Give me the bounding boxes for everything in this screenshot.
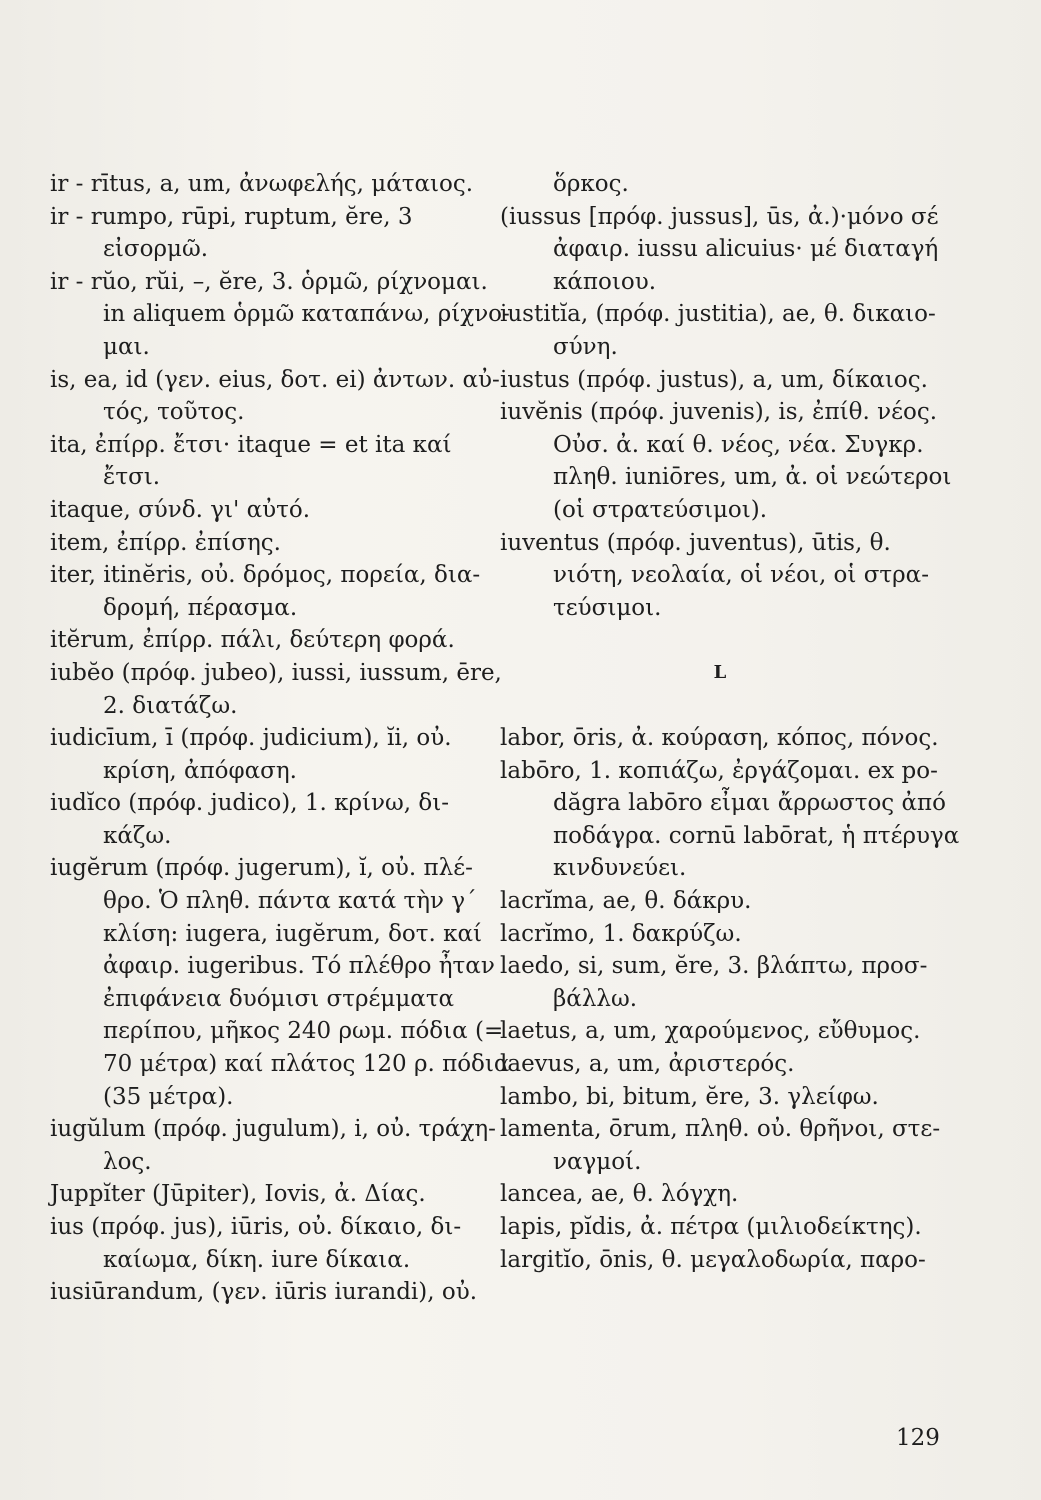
entry-continuation-line: τός, τοῦτος. xyxy=(103,399,245,426)
entry-continuation-line: κρίση, ἀπόφαση. xyxy=(103,757,297,784)
entry-line: labor, ōris, ἀ. κούραση, κόπος, πόνος. xyxy=(500,725,939,752)
entry-continuation-line: εἰσορμῶ. xyxy=(103,236,209,263)
entry-line: ir - rītus, a, um, ἀνωφελής, μάταιος. xyxy=(50,171,474,197)
entry-continuation-line: περίπου, μῆκος 240 ρωμ. πόδια (= xyxy=(103,1018,504,1045)
entry-continuation-line: νιότη, νεολαία, οἱ νέοι, οἱ στρα- xyxy=(553,562,929,589)
entry-line: lambo, bi, bitum, ĕre, 3. γλείφω. xyxy=(500,1083,879,1110)
page-number: 129 xyxy=(896,1425,940,1451)
entry-line: iudicīum, ī (πρόφ. judicium), ĭi, οὐ. xyxy=(50,725,452,752)
entry-line: iuvĕnis (πρόφ. juvenis), is, ἐπίθ. νέος. xyxy=(500,399,938,426)
entry-line: item, ἐπίρρ. ἐπίσης. xyxy=(50,529,281,556)
entry-continuation-line: ἔτσι. xyxy=(103,464,161,491)
entry-line: iugŭlum (πρόφ. jugulum), i, οὐ. τράχη- xyxy=(50,1116,496,1143)
entry-continuation-line: βάλλω. xyxy=(553,985,638,1012)
entry-line: ita, ἐπίρρ. ἔτσι· itaque = et ita καί xyxy=(50,431,452,458)
entry-continuation-line: πληθ. iuniōres, um, ἀ. οἱ νεώτεροι xyxy=(553,464,952,491)
entry-continuation-line: in aliquem ὁρμῶ καταπάνω, ρίχνο- xyxy=(103,301,510,328)
entry-continuation-line: κάζω. xyxy=(103,822,172,849)
entry-line: iubĕo (πρόφ. jubeo), iussi, iussum, ēre, xyxy=(50,659,502,686)
entry-continuation-line: δρομή, πέρασμα. xyxy=(103,594,298,621)
left-column xyxy=(50,168,510,1309)
blank-line xyxy=(500,624,940,657)
entry-line: iustitĭa, (πρόφ. justitia), ae, θ. δικαιο- xyxy=(500,301,936,328)
entry-continuation-line: ἐπιφάνεια δυόμισι στρέμματα xyxy=(103,985,455,1012)
entry-line: lacrĭmo, 1. δακρύζω. xyxy=(500,920,742,947)
section-heading: L xyxy=(713,661,727,683)
entry-line: laedo, si, sum, ĕre, 3. βλάπτω, προσ- xyxy=(500,953,928,980)
entry-continuation-line: τεύσιμοι. xyxy=(553,594,662,621)
entry-continuation-line: θρο. Ὁ πληθ. πάντα κατά τὴν γ΄ xyxy=(103,888,477,915)
right-column xyxy=(500,168,960,1276)
entry-line: labōro, 1. κοπιάζω, ἐργάζομαι. ex po- xyxy=(500,757,938,784)
entry-continuation-line: 70 μέτρα) καί πλάτος 120 ρ. πόδια xyxy=(103,1051,510,1078)
entry-line: ir - rŭo, rŭi, –, ĕre, 3. ὁρμῶ, ρίχνομαι. xyxy=(50,268,488,295)
entry-continuation-line: Οὐσ. ἀ. καί θ. νέος, νέα. Συγκρ. xyxy=(553,431,924,458)
entry-line: iter, itinĕris, οὐ. δρόμος, πορεία, δια- xyxy=(50,562,481,589)
entry-line: Juppĭter (Jūpiter), Iovis, ἀ. Δίας. xyxy=(50,1181,426,1208)
entry-continuation-line: dăgra labōro εἶμαι ἄρρωστος ἀπό xyxy=(553,790,946,817)
entry-continuation-line: (οἱ στρατεύσιμοι). xyxy=(553,496,768,523)
entry-continuation-line: ποδάγρα. cornū labōrat, ἡ πτέρυγα xyxy=(553,822,960,849)
entry-line: lacrĭma, ae, θ. δάκρυ. xyxy=(500,888,752,915)
entry-line: lapis, pĭdis, ἀ. πέτρα (μιλιοδείκτης). xyxy=(500,1214,922,1240)
entry-line: ius (πρόφ. jus), iūris, οὐ. δίκαιο, δι- xyxy=(50,1214,462,1240)
entry-line: laevus, a, um, ἀριστερός. xyxy=(500,1051,795,1078)
entry-line: itĕrum, ἐπίρρ. πάλι, δεύτερη φορά. xyxy=(50,627,455,654)
entry-continuation-line: ἀφαιρ. iussu alicuius· μέ διαταγή xyxy=(553,236,939,263)
entry-line: ir - rumpo, rūpi, ruptum, ĕre, 3 xyxy=(50,203,413,230)
entry-continuation-line: (35 μέτρα). xyxy=(103,1083,234,1110)
entry-continuation-line: μαι. xyxy=(103,333,150,360)
entry-continuation-line: λος. xyxy=(103,1148,152,1175)
entry-line: lancea, ae, θ. λόγχη. xyxy=(500,1181,739,1208)
entry-continuation-line: ἀφαιρ. iugeribus. Τό πλέθρο ἦταν xyxy=(103,953,495,980)
entry-line: iuventus (πρόφ. juventus), ūtis, θ. xyxy=(500,529,891,556)
entry-continuation-line: κλίση: iugera, iugĕrum, δοτ. καί xyxy=(103,920,483,947)
entry-line: iudĭco (πρόφ. judico), 1. κρίνω, δι- xyxy=(50,790,449,817)
entry-continuation-line: 2. διατάζω. xyxy=(103,692,238,719)
header-rule xyxy=(255,0,395,10)
entry-line: lamenta, ōrum, πληθ. οὐ. θρῆνοι, στε- xyxy=(500,1116,941,1143)
entry-line: iugĕrum (πρόφ. jugerum), ĭ, οὐ. πλέ- xyxy=(50,855,473,882)
entry-line: laetus, a, um, χαρούμενος, εὔθυμος. xyxy=(500,1018,921,1045)
entry-line: is, ea, id (γεν. eius, δοτ. ei) ἀντων. αὐ- xyxy=(50,366,500,393)
entry-continuation-line: καίωμα, δίκη. iure δίκαια. xyxy=(103,1246,411,1273)
entry-continuation-line: ναγμοί. xyxy=(553,1148,642,1175)
entry-line: largitĭo, ōnis, θ. μεγαλοδωρία, παρο- xyxy=(500,1246,926,1273)
entry-continuation-line: κινδυνεύει. xyxy=(553,855,687,882)
entry-continuation-line: σύνη. xyxy=(553,333,618,360)
entry-line: itaque, σύνδ. γι' αὐτό. xyxy=(50,496,311,523)
entry-line: (iussus [πρόφ. jussus], ūs, ἀ.)·μόνο σέ xyxy=(500,203,939,230)
entry-line: iusiūrandum, (γεν. iūris iurandi), οὐ. xyxy=(50,1279,478,1306)
blank-line xyxy=(500,690,940,723)
entry-continuation-line: κάποιου. xyxy=(553,268,657,295)
entry-line: iustus (πρόφ. justus), a, um, δίκαιος. xyxy=(500,366,928,393)
entry-continuation-line: ὅρκος. xyxy=(553,171,629,197)
